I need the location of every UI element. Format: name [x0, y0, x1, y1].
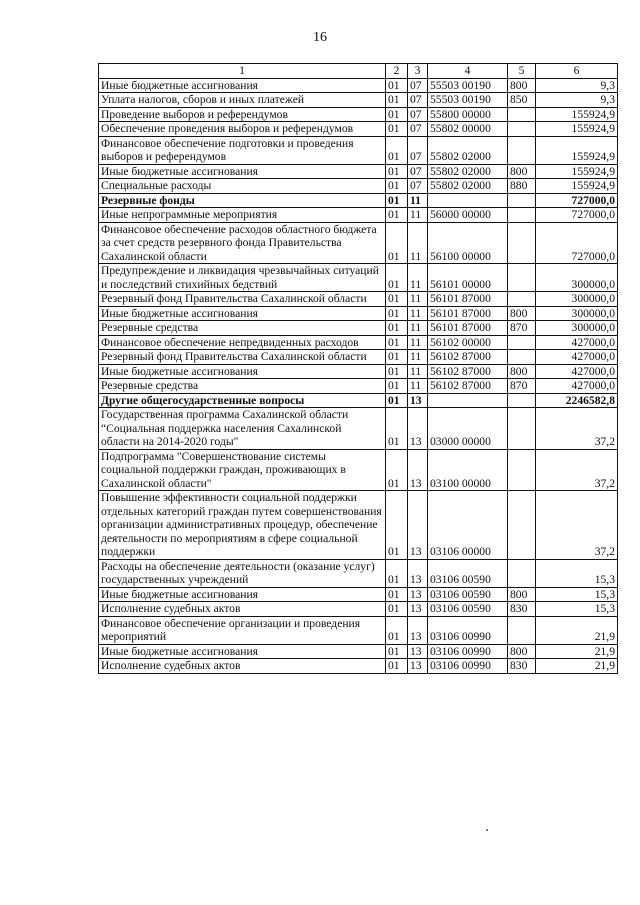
target-article-cell: 56101 87000: [428, 292, 508, 307]
column-number-row: [99, 64, 618, 79]
expense-type-cell: [508, 107, 536, 122]
subsection-code-cell: 13: [408, 659, 428, 674]
section-code-cell: 01: [386, 321, 408, 336]
expense-type-cell: [508, 208, 536, 223]
column-header-4: 4: [428, 64, 508, 79]
row-name-cell: Иные бюджетные ассигнования: [99, 306, 386, 321]
section-code-cell: 01: [386, 393, 408, 408]
expense-type-cell: 870: [508, 321, 536, 336]
target-article-cell: [428, 393, 508, 408]
amount-cell: 9,3: [536, 93, 618, 108]
row-name-cell: Финансовое обеспечение подготовки и проведения выборов и референдумов: [99, 136, 386, 164]
row-name-cell: Иные непрограммные мероприятия: [99, 208, 386, 223]
amount-cell: 21,9: [536, 659, 618, 674]
expense-type-cell: [508, 292, 536, 307]
section-code-cell: 01: [386, 644, 408, 659]
table-row: [99, 136, 618, 164]
amount-cell: 727000,0: [536, 208, 618, 223]
expense-type-cell: [508, 264, 536, 292]
target-article-cell: 55802 02000: [428, 136, 508, 164]
row-name-cell: Обеспечение проведения выборов и референдумов: [99, 122, 386, 137]
table-row: [99, 321, 618, 336]
table-row: [99, 107, 618, 122]
amount-cell: 155924,9: [536, 136, 618, 164]
table-row: [99, 616, 618, 644]
table-row: [99, 350, 618, 365]
amount-cell: 427000,0: [536, 364, 618, 379]
subsection-code-cell: 07: [408, 107, 428, 122]
table-row: [99, 408, 618, 450]
expense-type-cell: 800: [508, 644, 536, 659]
section-code-cell: 01: [386, 222, 408, 264]
target-article-cell: 56000 00000: [428, 208, 508, 223]
section-code-cell: 01: [386, 659, 408, 674]
target-article-cell: 55503 00190: [428, 78, 508, 93]
expense-type-cell: 800: [508, 306, 536, 321]
subsection-code-cell: 11: [408, 222, 428, 264]
amount-cell: 300000,0: [536, 321, 618, 336]
amount-cell: 9,3: [536, 78, 618, 93]
target-article-cell: 03106 00990: [428, 644, 508, 659]
page-number: 16: [313, 30, 327, 45]
target-article-cell: [428, 193, 508, 208]
column-header-5: 5: [508, 64, 536, 79]
section-code-cell: 01: [386, 193, 408, 208]
target-article-cell: 56101 00000: [428, 264, 508, 292]
expense-type-cell: [508, 122, 536, 137]
table-row: [99, 644, 618, 659]
section-code-cell: 01: [386, 616, 408, 644]
row-name-cell: Резервные средства: [99, 321, 386, 336]
expense-type-cell: [508, 491, 536, 560]
subsection-code-cell: 13: [408, 408, 428, 450]
amount-cell: 2246582,8: [536, 393, 618, 408]
target-article-cell: 03106 00990: [428, 659, 508, 674]
amount-cell: 21,9: [536, 644, 618, 659]
target-article-cell: 03106 00590: [428, 587, 508, 602]
section-code-cell: 01: [386, 78, 408, 93]
section-code-cell: 01: [386, 491, 408, 560]
target-article-cell: 03106 00590: [428, 559, 508, 587]
expense-type-cell: 800: [508, 364, 536, 379]
row-name-cell: Финансовое обеспечение расходов областного бюджета за счет средств резервного фонда Правительства Сахалинской области: [99, 222, 386, 264]
subsection-code-cell: 07: [408, 93, 428, 108]
amount-cell: 15,3: [536, 602, 618, 617]
amount-cell: 427000,0: [536, 335, 618, 350]
subsection-code-cell: 11: [408, 321, 428, 336]
section-code-cell: 01: [386, 136, 408, 164]
table-row: [99, 222, 618, 264]
amount-cell: 727000,0: [536, 222, 618, 264]
table-row: [99, 659, 618, 674]
expense-type-cell: 880: [508, 179, 536, 194]
target-article-cell: 56100 00000: [428, 222, 508, 264]
column-header-1: 1: [99, 64, 386, 79]
table-row: [99, 364, 618, 379]
row-name-cell: Иные бюджетные ассигнования: [99, 164, 386, 179]
target-article-cell: 03106 00590: [428, 602, 508, 617]
subsection-code-cell: 13: [408, 602, 428, 617]
amount-cell: 300000,0: [536, 292, 618, 307]
target-article-cell: 55802 00000: [428, 122, 508, 137]
row-name-cell: Резервные средства: [99, 379, 386, 394]
target-article-cell: 55802 02000: [428, 164, 508, 179]
expense-type-cell: 850: [508, 93, 536, 108]
table-row: [99, 393, 618, 408]
subsection-code-cell: 07: [408, 78, 428, 93]
amount-cell: 427000,0: [536, 379, 618, 394]
row-name-cell: Резервный фонд Правительства Сахалинской области: [99, 350, 386, 365]
row-name-cell: Подпрограмма "Совершенствование системы социальной поддержки граждан, проживающих в Сахалинской области": [99, 449, 386, 491]
subsection-code-cell: 11: [408, 193, 428, 208]
subsection-code-cell: 13: [408, 449, 428, 491]
section-code-cell: 01: [386, 164, 408, 179]
budget-table-body: [99, 64, 618, 674]
subsection-code-cell: 11: [408, 208, 428, 223]
row-name-cell: Исполнение судебных актов: [99, 659, 386, 674]
table-row: [99, 379, 618, 394]
budget-table: [98, 63, 618, 674]
subsection-code-cell: 13: [408, 491, 428, 560]
column-header-6: 6: [536, 64, 618, 79]
subsection-code-cell: 11: [408, 350, 428, 365]
target-article-cell: 55503 00190: [428, 93, 508, 108]
table-row: [99, 93, 618, 108]
expense-type-cell: [508, 393, 536, 408]
amount-cell: 37,2: [536, 449, 618, 491]
amount-cell: 300000,0: [536, 306, 618, 321]
section-code-cell: 01: [386, 408, 408, 450]
expense-type-cell: 800: [508, 164, 536, 179]
target-article-cell: 55800 00000: [428, 107, 508, 122]
subsection-code-cell: 07: [408, 179, 428, 194]
subsection-code-cell: 13: [408, 644, 428, 659]
table-row: [99, 449, 618, 491]
section-code-cell: 01: [386, 292, 408, 307]
subsection-code-cell: 11: [408, 335, 428, 350]
expense-type-cell: [508, 449, 536, 491]
expense-type-cell: [508, 350, 536, 365]
target-article-cell: 56101 87000: [428, 321, 508, 336]
section-code-cell: 01: [386, 208, 408, 223]
amount-cell: 21,9: [536, 616, 618, 644]
row-name-cell: Другие общегосударственные вопросы: [99, 393, 386, 408]
target-article-cell: 55802 02000: [428, 179, 508, 194]
amount-cell: 155924,9: [536, 107, 618, 122]
row-name-cell: Расходы на обеспечение деятельности (оказание услуг) государственных учреждений: [99, 559, 386, 587]
section-code-cell: 01: [386, 335, 408, 350]
amount-cell: 727000,0: [536, 193, 618, 208]
row-name-cell: Резервные фонды: [99, 193, 386, 208]
row-name-cell: Проведение выборов и референдумов: [99, 107, 386, 122]
table-row: [99, 78, 618, 93]
row-name-cell: Финансовое обеспечение непредвиденных расходов: [99, 335, 386, 350]
table-row: [99, 208, 618, 223]
row-name-cell: Исполнение судебных актов: [99, 602, 386, 617]
amount-cell: 37,2: [536, 408, 618, 450]
section-code-cell: 01: [386, 179, 408, 194]
section-code-cell: 01: [386, 350, 408, 365]
target-article-cell: 56102 87000: [428, 364, 508, 379]
amount-cell: 427000,0: [536, 350, 618, 365]
column-header-2: 2: [386, 64, 408, 79]
expense-type-cell: 870: [508, 379, 536, 394]
expense-type-cell: [508, 335, 536, 350]
target-article-cell: 03106 00000: [428, 491, 508, 560]
table-row: [99, 193, 618, 208]
section-code-cell: 01: [386, 449, 408, 491]
subsection-code-cell: 11: [408, 379, 428, 394]
expense-type-cell: [508, 136, 536, 164]
subsection-code-cell: 11: [408, 292, 428, 307]
section-code-cell: 01: [386, 602, 408, 617]
target-article-cell: 03106 00990: [428, 616, 508, 644]
expense-type-cell: 800: [508, 587, 536, 602]
table-row: [99, 179, 618, 194]
section-code-cell: 01: [386, 587, 408, 602]
scan-speck: [486, 829, 488, 831]
row-name-cell: Уплата налогов, сборов и иных платежей: [99, 93, 386, 108]
table-row: [99, 491, 618, 560]
expense-type-cell: 830: [508, 602, 536, 617]
section-code-cell: 01: [386, 306, 408, 321]
table-row: [99, 306, 618, 321]
row-name-cell: Резервный фонд Правительства Сахалинской области: [99, 292, 386, 307]
table-row: [99, 559, 618, 587]
table-row: [99, 264, 618, 292]
expense-type-cell: 830: [508, 659, 536, 674]
amount-cell: 15,3: [536, 587, 618, 602]
row-name-cell: Государственная программа Сахалинской области “Социальная поддержка населения Сахалинской области на 2014-2020 годы": [99, 408, 386, 450]
section-code-cell: 01: [386, 379, 408, 394]
section-code-cell: 01: [386, 559, 408, 587]
target-article-cell: 56102 87000: [428, 350, 508, 365]
subsection-code-cell: 11: [408, 306, 428, 321]
amount-cell: 155924,9: [536, 179, 618, 194]
section-code-cell: 01: [386, 264, 408, 292]
section-code-cell: 01: [386, 107, 408, 122]
expense-type-cell: [508, 193, 536, 208]
subsection-code-cell: 07: [408, 164, 428, 179]
expense-type-cell: [508, 222, 536, 264]
expense-type-cell: [508, 559, 536, 587]
row-name-cell: Повышение эффективности социальной поддержки отдельных категорий граждан путем совершенствования организации административных процедур, обеспечение деятельности по мероприятиям в сфере социальной поддержки: [99, 491, 386, 560]
row-name-cell: Иные бюджетные ассигнования: [99, 587, 386, 602]
target-article-cell: 56101 87000: [428, 306, 508, 321]
row-name-cell: Иные бюджетные ассигнования: [99, 364, 386, 379]
table-row: [99, 164, 618, 179]
amount-cell: 155924,9: [536, 164, 618, 179]
expense-type-cell: [508, 408, 536, 450]
target-article-cell: 03000 00000: [428, 408, 508, 450]
amount-cell: 15,3: [536, 559, 618, 587]
table-row: [99, 335, 618, 350]
target-article-cell: 03100 00000: [428, 449, 508, 491]
expense-type-cell: 800: [508, 78, 536, 93]
subsection-code-cell: 11: [408, 364, 428, 379]
subsection-code-cell: 11: [408, 264, 428, 292]
subsection-code-cell: 13: [408, 587, 428, 602]
row-name-cell: Иные бюджетные ассигнования: [99, 644, 386, 659]
subsection-code-cell: 13: [408, 393, 428, 408]
table-row: [99, 122, 618, 137]
amount-cell: 37,2: [536, 491, 618, 560]
table-row: [99, 292, 618, 307]
amount-cell: 155924,9: [536, 122, 618, 137]
subsection-code-cell: 13: [408, 559, 428, 587]
row-name-cell: Специальные расходы: [99, 179, 386, 194]
section-code-cell: 01: [386, 122, 408, 137]
column-header-3: 3: [408, 64, 428, 79]
target-article-cell: 56102 00000: [428, 335, 508, 350]
subsection-code-cell: 13: [408, 616, 428, 644]
table-row: [99, 602, 618, 617]
section-code-cell: 01: [386, 364, 408, 379]
expense-type-cell: [508, 616, 536, 644]
target-article-cell: 56102 87000: [428, 379, 508, 394]
subsection-code-cell: 07: [408, 136, 428, 164]
row-name-cell: Предупреждение и ликвидация чрезвычайных ситуаций и последствий стихийных бедствий: [99, 264, 386, 292]
subsection-code-cell: 07: [408, 122, 428, 137]
section-code-cell: 01: [386, 93, 408, 108]
row-name-cell: Финансовое обеспечение организации и проведения мероприятий: [99, 616, 386, 644]
table-row: [99, 587, 618, 602]
row-name-cell: Иные бюджетные ассигнования: [99, 78, 386, 93]
amount-cell: 300000,0: [536, 264, 618, 292]
